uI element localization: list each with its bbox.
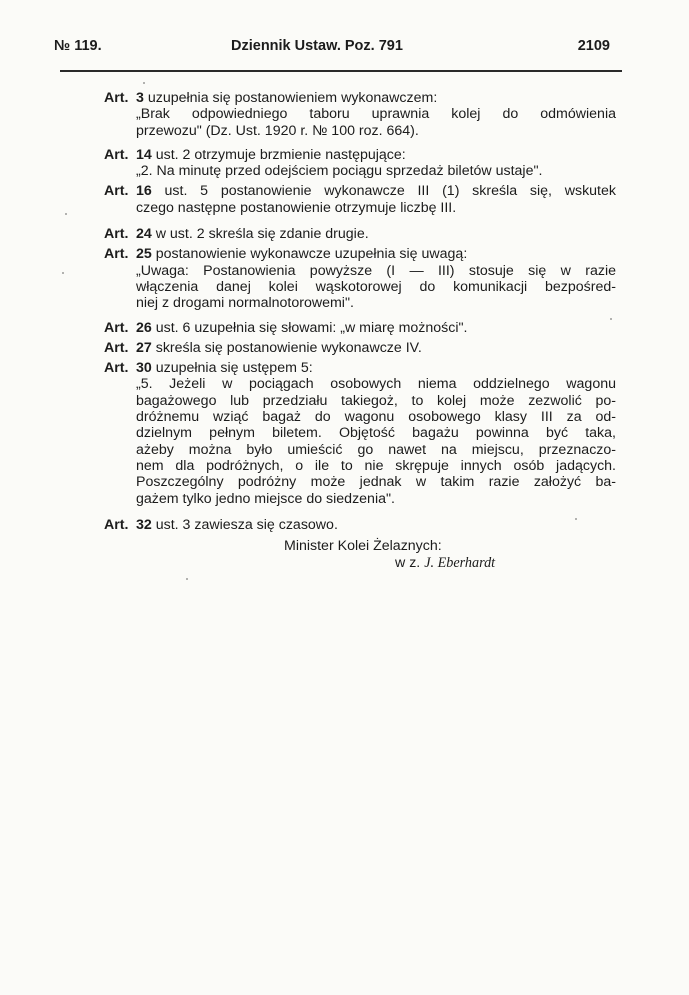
article-30 — [104, 360, 616, 507]
article-label: Art. — [104, 319, 129, 336]
article-line: gażem tylko jedno miejsce do siedzenia". — [136, 490, 395, 507]
article-line — [136, 147, 616, 163]
article-label: Art. — [104, 246, 129, 263]
article-32 — [104, 517, 616, 533]
signature-name-line — [284, 555, 495, 572]
scan-speck — [610, 318, 612, 320]
article-number: 3 — [136, 90, 144, 106]
article-25 — [104, 246, 616, 311]
article-body — [136, 340, 616, 356]
signature-block — [284, 538, 495, 572]
issue-number: № 119. — [54, 38, 102, 54]
article-line — [136, 360, 616, 376]
article-27 — [104, 340, 616, 356]
article-label: Art. — [104, 183, 129, 200]
article-line: czego następne postanowienie otrzymuje liczbę III. — [136, 199, 457, 216]
article-line: „Uwaga: Postanowienia powyższe (I — III) stosuje się w razie — [136, 262, 616, 279]
article-line — [136, 517, 616, 533]
article-text: ust. 2 otrzymuje brzmienie następujące: — [155, 146, 406, 163]
article-body — [136, 246, 616, 311]
article-body — [136, 320, 616, 336]
article-16 — [104, 183, 616, 216]
signature-signer: J. Eberhardt — [424, 555, 496, 571]
article-line: „Brak odpowiedniego taboru uprawnia kolej do odmówienia — [136, 106, 616, 123]
page-number: 2109 — [577, 38, 610, 54]
scan-speck — [575, 518, 577, 520]
article-14 — [104, 147, 616, 180]
article-text: ust. 5 postanowienie wykonawcze III (1) skreśla się, wskutek — [164, 183, 616, 200]
article-3 — [104, 90, 616, 139]
article-line: niej z drogami normalnotorowemi". — [136, 295, 354, 312]
article-line: nem dla podróżnych, o ile to nie skrępuje innych osób jadących. — [136, 457, 616, 474]
article-number: 25 — [136, 246, 152, 263]
article-line — [136, 246, 616, 262]
article-text: skreśla się postanowienie wykonawcze IV. — [155, 339, 422, 356]
page-header — [50, 38, 610, 60]
article-label: Art. — [104, 339, 129, 356]
article-line: dróżnemu wziąć bagaż do wagonu osobowego klasy III za od- — [136, 409, 616, 426]
article-line — [136, 183, 616, 199]
article-number: 26 — [136, 319, 152, 336]
article-line: Poszczególny podróżny może jednak w takim razie założyć ba- — [136, 474, 616, 491]
articles-list — [104, 90, 616, 533]
article-line: ażeby można było umieścić go nawet na miejscu, przeznaczo- — [136, 441, 616, 458]
article-number: 14 — [136, 146, 152, 163]
article-label: Art. — [104, 146, 129, 163]
article-label: Art. — [104, 516, 129, 533]
signature-office: Minister Kolei Żelaznych: — [284, 538, 442, 554]
article-number: 24 — [136, 226, 152, 243]
article-text: uzupełnia się ustępem 5: — [155, 360, 313, 377]
article-number: 30 — [136, 360, 152, 377]
article-body — [136, 517, 616, 533]
article-line: dzielnym pełnym biletem. Objętość bagażu powinna być taka, — [136, 425, 616, 442]
article-body — [136, 360, 616, 507]
article-body — [136, 226, 616, 242]
article-body — [136, 183, 616, 216]
article-body — [136, 147, 616, 180]
scan-speck — [65, 213, 67, 215]
article-line: przewozu" (Dz. Ust. 1920 r. № 100 roz. 664). — [136, 122, 419, 139]
article-line: bagażowego lub przedziału takiegoż, to kolej może zezwolić po- — [136, 392, 616, 409]
article-text: ust. 3 zawiesza się czasowo. — [155, 516, 338, 533]
article-text: w ust. 2 skreśla się zdanie drugie. — [155, 226, 369, 243]
article-line — [136, 320, 616, 336]
article-text: ust. 6 uzupełnia się słowami: „w miarę możności". — [155, 319, 468, 336]
article-body — [136, 90, 616, 139]
article-number: 27 — [136, 339, 152, 356]
article-line — [136, 340, 616, 356]
article-line: „5. Jeżeli w pociągach osobowych niema oddzielnego wagonu — [136, 376, 616, 393]
article-line — [136, 226, 616, 242]
scan-speck — [186, 578, 188, 580]
article-number: 16 — [136, 183, 152, 200]
article-line: „2. Na minutę przed odejściem pociągu sprzedaż biletów ustaje". — [136, 163, 543, 180]
article-text: uzupełnia się postanowieniem wykonawczem: — [147, 90, 438, 106]
article-line: włączenia danej kolei wąskotorowej do komunikacji bezpośred- — [136, 278, 616, 295]
article-24 — [104, 226, 616, 242]
scan-speck — [62, 272, 64, 274]
header-rule — [60, 70, 622, 72]
signature-prefix: w z. — [395, 555, 421, 571]
article-number: 32 — [136, 516, 152, 533]
scan-speck — [143, 82, 145, 84]
publication-title: Dziennik Ustaw. Poz. 791 — [231, 38, 403, 54]
article-text: postanowienie wykonawcze uzupełnia się uwagą: — [155, 246, 468, 263]
article-line — [136, 90, 616, 106]
article-label: Art. — [104, 226, 129, 243]
article-label: Art. — [104, 90, 129, 106]
article-label: Art. — [104, 360, 129, 377]
article-26 — [104, 320, 616, 336]
